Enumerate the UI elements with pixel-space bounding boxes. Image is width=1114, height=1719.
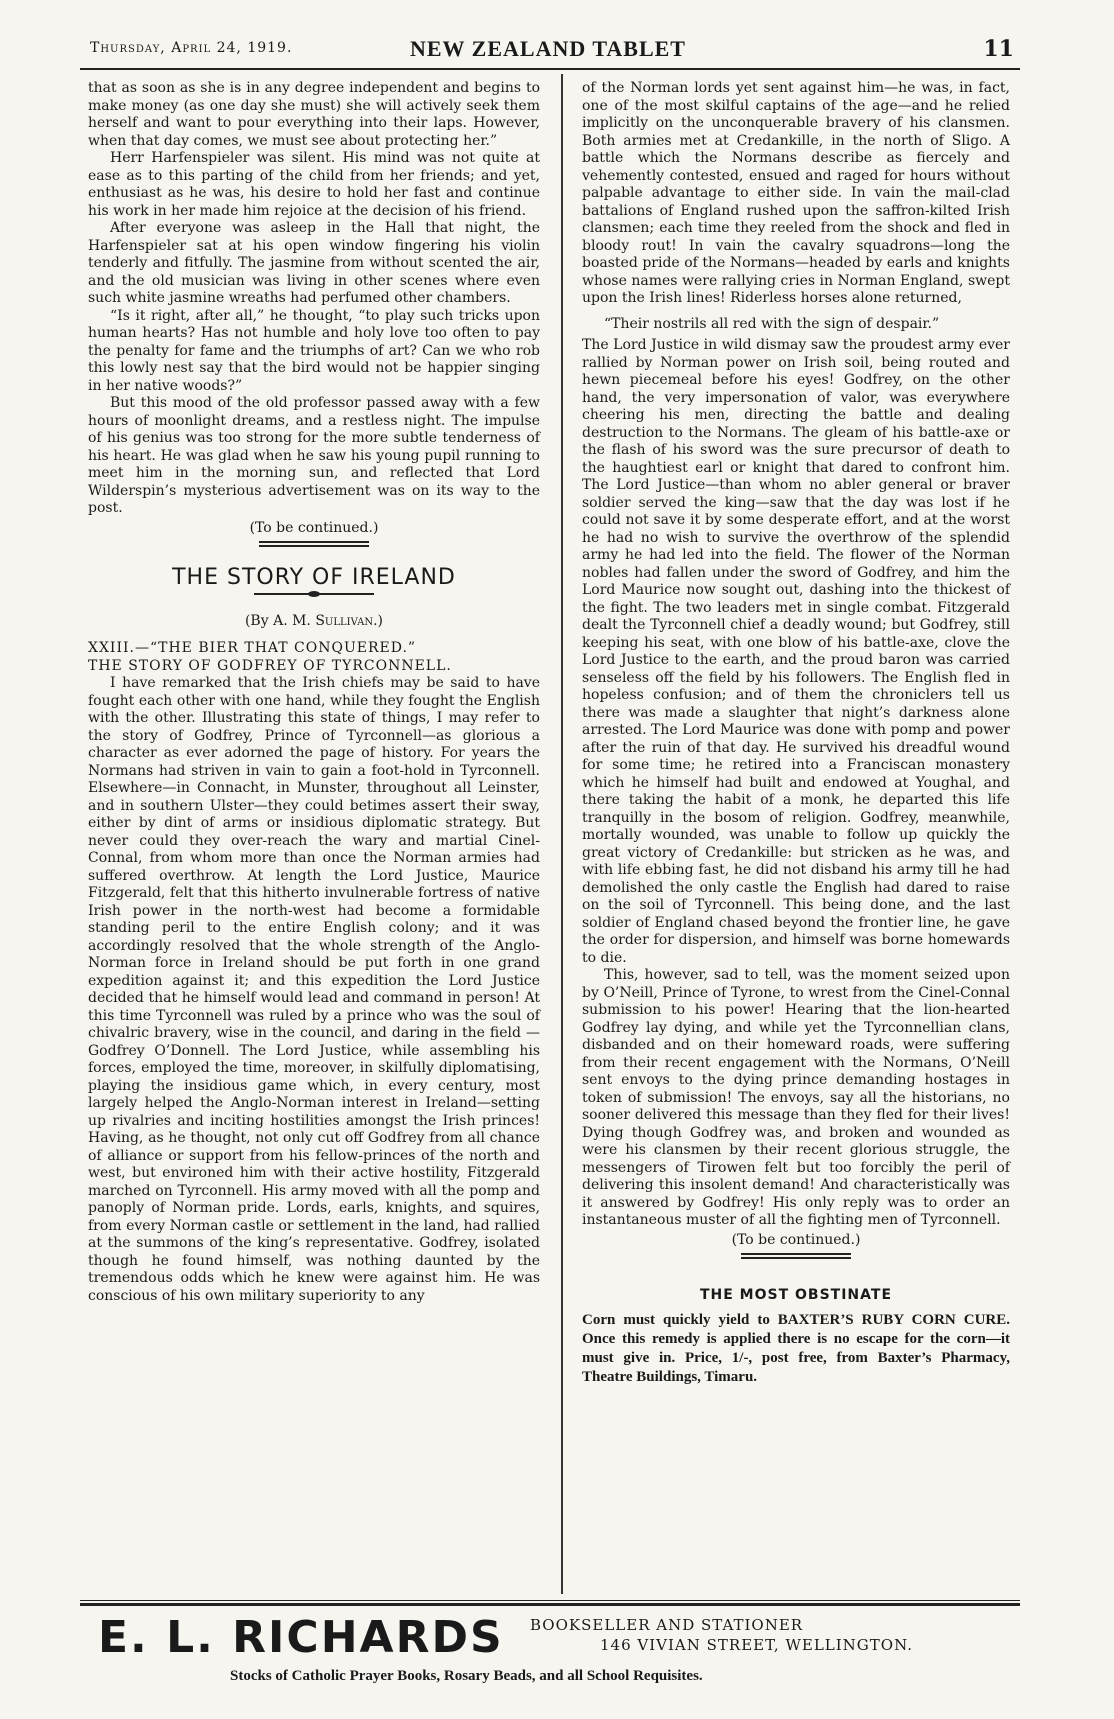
title-ornament bbox=[254, 593, 374, 595]
byline bbox=[88, 613, 540, 631]
ad-headline: THE MOST OBSTINATE bbox=[699, 1287, 893, 1303]
serial-paragraph: Herr Harfenspieler was silent. His mind was not quite at ease as to this parting of the child from her friends; and yet, enthusiast as he was, his desire to hold her fast and continue his work in her made him rejoice at the decision of his friend. bbox=[88, 150, 540, 219]
article-paragraph: I have remarked that the Irish chiefs may be said to have fought each other with one hand, while they fought the English with the other. Illustrating this state of things, I may refer to the story of Godfrey, Prince of Tyrconnell—as glorious a character as ever adorned the page of history. For years the Normans had striven in vain to gain a foot-hold in Tyrconnell. Elsewhere—in Connacht, in Munster, throughout all Leinster, and in southern Ulster—they could betimes assert their sway, either by dint of arms or insidious diplomatic strategy. But never could they over-reach the wary and martial Cinel-Connal, from whom more than once the Norman armies had suffered overthrow. At length the Lord Justice, Maurice Fitzgerald, felt that this hitherto invulnerable fortress of native Irish power in the north-west had become a formidable standing peril to the entire English colony; and it was accordingly resolved that the whole strength of the Anglo-Norman force in Ireland should be put forth in one grand expedition against it; and this expedition the Lord Justice decided that he himself would lead and command in person! At this time Tyrconnell was ruled by a prince who was the soul of chivalric bravery, wise in the council, and daring in the field —Godfrey O’Donnell. The Lord Justice, while assembling his forces, employed the time, moreover, in skilfully diplomatising, playing the insidious game which, in every century, most largely helped the Anglo-Norman interest in Ireland—setting up rivalries and inciting hostilities amongst the Irish princes! Having, as he thought, not only cut off Godfrey from all chance of alliance or support from his fellow-princes of the north and west, but environed him with their active hostility, Fitzgerald marched on Tyrconnell. His army moved with all the pomp and panoply of Norman pride. Lords, earls, knights, and squires, from every Norman castle or settlement in the land, had rallied at the summons of the king’s representative. Godfrey, isolated though he found himself, was nothing daunted by the tremendous odds which he knew were against him. He was conscious of his own military superiority to any bbox=[88, 675, 540, 1304]
article-title: THE STORY OF IRELAND bbox=[172, 565, 456, 590]
chapter-subheading: THE STORY OF GODFREY OF TYRCONNELL. bbox=[88, 657, 452, 674]
publication-title: NEW ZEALAND TABLET bbox=[410, 36, 686, 61]
serial-paragraph: After everyone was asleep in the Hall that night, the Harfenspieler sat at his open window fingering his violin tenderly and fitfully. The jasmine from without scented the air, and the old musician was living in other scenes where even such white jasmine wreaths had perfumed other chambers. bbox=[88, 220, 540, 306]
section-divider bbox=[741, 1253, 851, 1259]
ad-body: Corn must quickly yield to BAXTER’S RUBY CORN CURE. Once this remedy is applied there is no escape for the corn—it must give in. Price, 1/-, post free, from Baxter’s Pharmacy, Theatre Buildings, Timaru. bbox=[582, 1311, 1010, 1385]
header-date: Thursday, April 24, 1919. bbox=[90, 40, 293, 56]
page-header bbox=[80, 36, 1020, 70]
footer-rule bbox=[80, 1600, 1020, 1606]
article-paragraph: of the Norman lords yet sent against him—he was, in fact, one of the most skilful captains of the age—and he relied implicitly on the unconquerable bravery of his clansmen. Both armies met at Credankille, in the north of Sligo. A battle which the Normans describe as fiercely and vehemently contested, ensued and raged for hours without palpable advantage to either side. In vain the mail-clad battalions of England rushed upon the saffron-kilted Irish clansmen; each time they reeled from the shock and fled in bloody rout! In vain the cavalry squadrons—long the boasted pride of the Normans—headed by earls and knights whose names were rallying cries in Norman England, swept upon the Irish lines! Riderless horses alone returned, bbox=[582, 80, 1010, 306]
serial-paragraph: that as soon as she is in any degree independent and begins to make money (as one day she must) she will actively seek them herself and want to pour everything into their laps. However, when that day comes, we must see about protecting her.” bbox=[88, 80, 540, 149]
footer-advertisement bbox=[80, 1612, 1020, 1702]
section-divider bbox=[259, 541, 369, 547]
article-paragraph: This, however, sad to tell, was the moment seized upon by O’Neill, Prince of Tyrone, to wrest from the Cinel-Connal submission to his power! Hearing that the lion-hearted Godfrey lay dying, and while yet the Tyrconnellian clans, disbanded and on their homeward roads, were suffering from their recent engagement with the Normans, O’Neill sent envoys to the dying prince demanding hostages in token of submission! The envoys, say all the historians, no sooner delivered this message than they fled for their lives! Dying though Godfrey was, and broken and wounded as were his clansmen by their recent glorious struggle, the messengers of Tirowen felt but too forcibly the peril of delivering this insolent demand! And characteristically was it answered by Godfrey! His only reply was to order an instantaneous muster of all the fighting men of Tyrconnell. bbox=[582, 967, 1010, 1228]
serial-paragraph: “Is it right, after all,” he thought, “to play such tricks upon human hearts? Has not humble and holy love too often to pay the penalty for fame and the triumphs of art? Can we who rob this lowly nest say that the bird would not be happier singing in her native woods?” bbox=[88, 307, 540, 394]
byline-author: Sullivan.) bbox=[315, 612, 384, 629]
right-column bbox=[582, 80, 1010, 1387]
advertiser-role: BOOKSELLER AND STATIONER bbox=[530, 1616, 804, 1634]
article-paragraph: The Lord Justice in wild dismay saw the proudest army ever rallied by Norman power on Irish soil, being routed and hewn piecemeal before his eyes! Godfrey, on the other hand, the very impersonation of valor, was everywhere cheering his men, directing the battle and dealing destruction to the Normans. The gleam of his battle-axe or the flash of his sword was the sure precursor of death to the haughtiest earl or knight that dared to confront him. The Lord Justice—than whom no abler general or braver soldier served the king—saw that the day was lost if he could not save it by some desperate effort, and at the worst he had no wish to survive the overthrow of the splendid army he had led into the field. The flower of the Norman nobles had fallen under the sword of Godfrey, and him the Lord Maurice now sought out, dashing into the thickest of the fight. The two leaders met in single combat. Fitzgerald dealt the Tyrconnell chief a deadly wound; but Godfrey, still keeping his seat, with one blow of his battle-axe, clove the Lord Justice to the earth, and the proud baron was carried senseless off the field by his followers. The English fled in hopeless confusion; and of them the chroniclers tell us there was made a slaughter that night’s darkness alone arrested. The Lord Maurice was done with pomp and power after the ruin of that day. He survived his dreadful wound for some time; he retired into a Franciscan monastery which he himself had built and endowed at Youghal, and there taking the habit of a monk, he departed this life tranquilly in the bosom of religion. Godfrey, meanwhile, mortally wounded, was unable to follow up quickly the great victory of Credankille: but stricken as he was, and with life ebbing fast, he did not disband his army till he had demolished the only castle the English had dared to raise on the soil of Tyrconnell. This being done, and the last soldier of England chased beyond the frontier line, he gave the order for dispersion, and himself was borne homewards to die. bbox=[582, 337, 1010, 966]
advertiser-name: E. L. RICHARDS bbox=[98, 1612, 504, 1663]
chapter-heading: XXIII.—“THE BIER THAT CONQUERED.” bbox=[88, 640, 417, 656]
left-column bbox=[88, 80, 540, 1305]
column-divider bbox=[561, 74, 563, 1594]
quoted-verse: “Their nostrils all red with the sign of despair.” bbox=[604, 315, 940, 332]
advertiser-stock-line: Stocks of Catholic Prayer Books, Rosary Beads, and all School Requisites. bbox=[230, 1668, 703, 1684]
advertiser-address: 146 VIVIAN STREET, WELLINGTON. bbox=[600, 1636, 914, 1654]
page-number: 11 bbox=[983, 36, 1014, 62]
byline-prefix: (By A. M. bbox=[244, 612, 311, 629]
serial-paragraph: But this mood of the old professor passed away with a few hours of moonlight dreams, and a restless night. The impulse of his genius was too strong for the more subtle tenderness of his heart. He was glad when he saw his young pupil running to meet him in the morning sun, and reflected that Lord Wilderspin’s mysterious advertisement was on its way to the post. bbox=[88, 395, 540, 516]
to-be-continued: (To be continued.) bbox=[249, 519, 379, 536]
to-be-continued: (To be continued.) bbox=[731, 1231, 861, 1248]
